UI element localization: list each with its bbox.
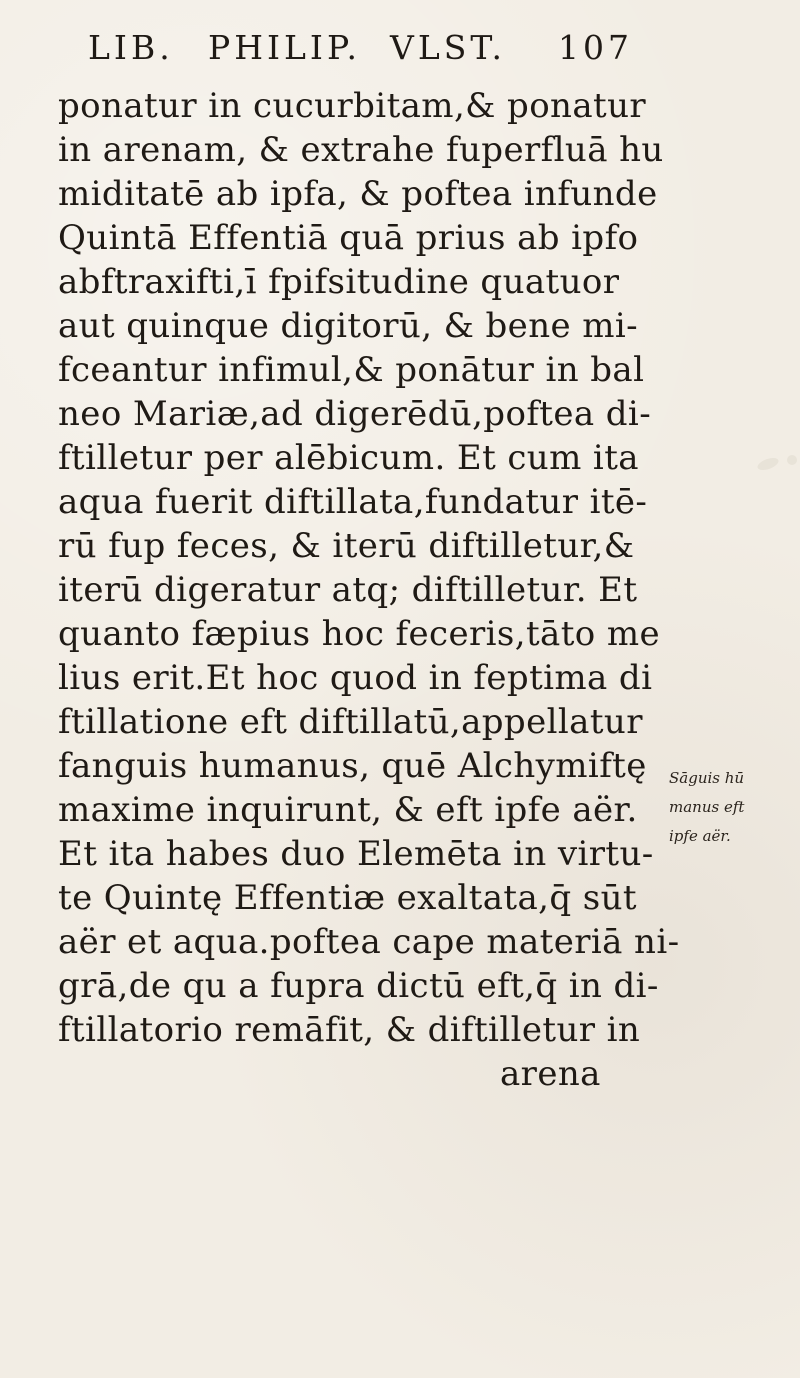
margin-note bbox=[669, 764, 789, 851]
text-line: quanto fæpius hoc feceris,tāto me bbox=[58, 614, 661, 654]
text-line: aut quinque digitorū, & bene mi- bbox=[58, 306, 639, 346]
text-line: lius erit.Et hoc quod in feptima di bbox=[58, 658, 653, 698]
text-line: ftillatione eft diftillatū,appellatur bbox=[58, 702, 643, 742]
text-line: aqua fuerit diftillata,fundatur itē- bbox=[58, 482, 648, 522]
catchword: arena bbox=[500, 1054, 601, 1094]
text-line: miditatē ab ipfa, & poftea infunde bbox=[58, 174, 658, 214]
text-line: aër et aqua.poftea cape materiā ni- bbox=[58, 922, 680, 962]
body-text bbox=[58, 84, 680, 1096]
margin-note-line: Sāguis hū bbox=[669, 769, 745, 787]
text-line: iterū digeratur atq; diftilletur. Et bbox=[58, 570, 638, 610]
author-label: PHILIP. bbox=[208, 28, 361, 67]
text-line: ftilletur per alēbicum. Et cum ita bbox=[58, 438, 639, 478]
paper-stain bbox=[787, 455, 797, 465]
text-line: ponatur in cucurbitam,& ponatur bbox=[58, 86, 647, 126]
text-line: fceantur infimul,& ponātur in bal bbox=[58, 350, 645, 390]
book-label: LIB. bbox=[88, 28, 174, 67]
paper-stain bbox=[756, 456, 780, 473]
text-line: te Quintę Effentiæ exaltata,q̄ sūt bbox=[58, 878, 637, 918]
margin-note-line: manus eft bbox=[669, 798, 745, 816]
work-label: VLST. bbox=[390, 28, 507, 67]
running-head bbox=[88, 25, 688, 71]
text-line: neo Mariæ,ad digerēdū,poftea di- bbox=[58, 394, 652, 434]
text-line: Quintā Effentiā quā prius ab ipfo bbox=[58, 218, 639, 258]
text-line: fanguis humanus, quē Alchymiftę bbox=[58, 746, 647, 786]
text-line: ftillatorio remāfit, & diftilletur in bbox=[58, 1010, 641, 1050]
page-number: 107 bbox=[558, 28, 633, 67]
text-line: in arenam, & extrahe fuperfluā hu bbox=[58, 130, 664, 170]
text-line: Et ita habes duo Elemēta in virtu- bbox=[58, 834, 654, 874]
margin-note-line: ipfe aër. bbox=[669, 827, 731, 845]
text-line: abftraxifti,ī fpifsitudine quatuor bbox=[58, 262, 620, 302]
text-line: maxime inquirunt, & eft ipfe aër. bbox=[58, 790, 638, 830]
text-line: rū fup feces, & iterū diftilletur,& bbox=[58, 526, 635, 566]
text-line: grā,de qu a fupra dictū eft,q̄ in di- bbox=[58, 966, 659, 1006]
